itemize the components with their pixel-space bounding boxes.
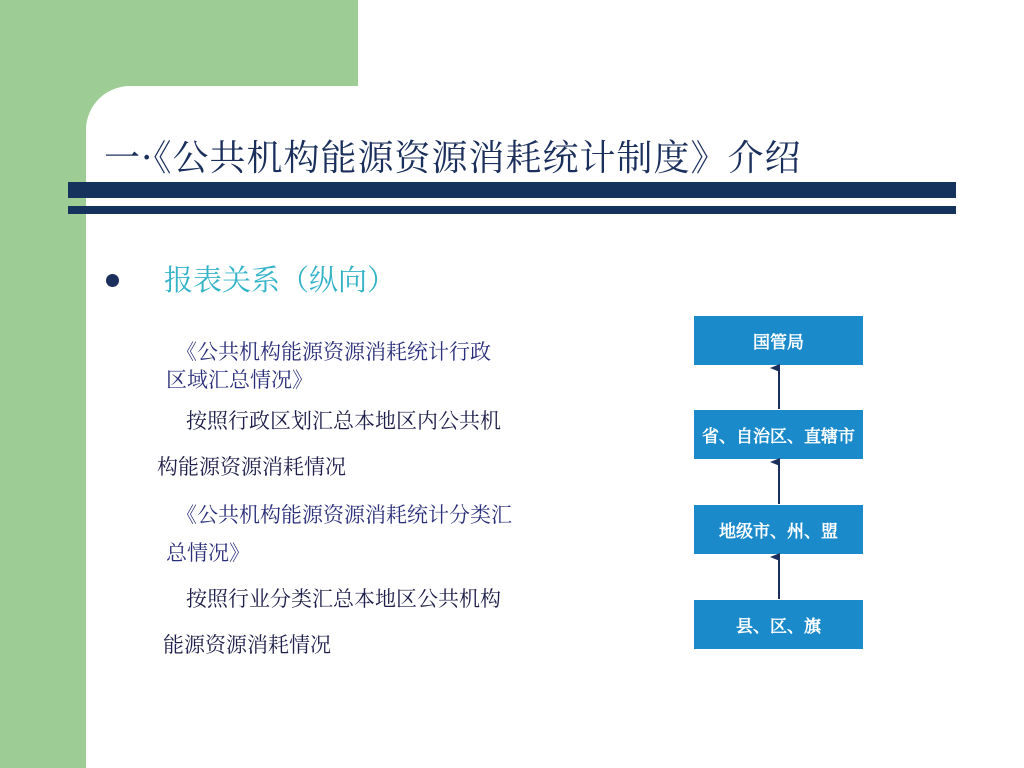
report-desc-2-line2: 能源资源消耗情况 — [163, 633, 331, 657]
flow-box-province: 省、自治区、直辖市 — [694, 410, 863, 459]
slide-title: 一·《公共机构能源资源消耗统计制度》介绍 — [104, 138, 802, 179]
report-title-2-line1: 《公共机构能源资源消耗统计分类汇 — [176, 503, 512, 527]
flow-box-city: 地级市、州、盟 — [694, 505, 863, 554]
title-divider-thin — [68, 206, 956, 214]
bullet-heading: 报表关系（纵向） — [164, 263, 397, 297]
report-title-2-line2: 总情况》 — [166, 541, 250, 565]
bullet-icon — [106, 274, 119, 287]
report-desc-2-line1: 按照行业分类汇总本地区公共机构 — [186, 587, 501, 611]
report-title-1-line1: 《公共机构能源资源消耗统计行政 — [176, 340, 491, 364]
report-desc-1-line1: 按照行政区划汇总本地区内公共机 — [186, 409, 501, 433]
title-divider-thick — [68, 182, 956, 198]
report-title-1-line2: 区域汇总情况》 — [166, 368, 313, 392]
green-left-strip — [0, 0, 86, 768]
flow-box-county: 县、区、旗 — [694, 600, 863, 649]
report-desc-1-line2: 构能源资源消耗情况 — [157, 455, 346, 479]
flow-box-national: 国管局 — [694, 316, 863, 365]
